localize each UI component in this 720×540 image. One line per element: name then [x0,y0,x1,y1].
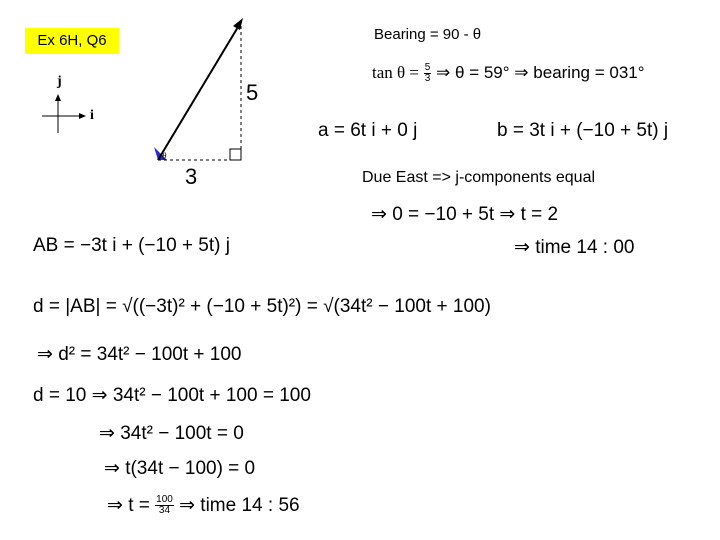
bearing-heading: Bearing = 90 - θ [374,26,482,43]
vector-a: a = 6t i + 0 j [318,120,418,141]
side-vertical-label: 5 [246,80,259,105]
theta-equation: θ = 59° [455,63,510,82]
j-axis-label: j [57,74,62,89]
step-a-line: ⇒ 34t² − 100t = 0 [99,423,244,444]
j-axis-arrowhead [55,94,61,101]
tan-line [372,62,645,84]
i-axis-label: i [90,108,94,123]
bearing-result: bearing = 031° [533,63,645,82]
tan-fraction-num: 5 [424,62,431,74]
final-lhs: ⇒ t = [107,495,150,516]
i-axis-arrowhead [79,113,86,119]
ab-vector-line: AB = −3t i + (−10 + 5t) j [33,235,230,256]
d-squared-line: ⇒ d² = 34t² − 100t + 100 [37,344,242,365]
resultant-vector [158,22,241,160]
vector-diagram [30,10,260,190]
final-fraction-den: 34 [158,505,171,517]
tan-arrow-1: ⇒ [436,63,451,82]
due-east-step-1: ⇒ 0 = −10 + 5t ⇒ t = 2 [371,204,559,225]
due-east-statement: Due East => j-components equal [362,169,596,186]
final-line [107,494,300,518]
tan-arrow-2: ⇒ [514,63,529,82]
final-fraction-num: 100 [156,494,173,506]
step-b-line: ⇒ t(34t − 100) = 0 [104,458,256,479]
exercise-tag: Ex 6H, Q6 [25,28,119,54]
tan-fraction [424,63,432,84]
right-angle-marker [230,149,241,160]
due-east-step-2: ⇒ time 14 : 00 [514,237,635,258]
final-result: ⇒ time 14 : 56 [179,495,300,516]
angle-label: θ [162,151,167,161]
final-fraction [155,495,174,516]
tan-fraction-den: 3 [424,73,431,85]
vector-b: b = 3t i + (−10 + 5t) j [497,120,669,141]
d-equals-10-line: d = 10 ⇒ 34t² − 100t + 100 = 100 [33,385,311,406]
tan-lhs: tan θ = [372,63,419,82]
distance-line: d = |AB| = √((−3t)² + (−10 + 5t)²) = √(34t² − 100t + 100) [33,296,491,317]
side-horizontal-label: 3 [185,164,198,189]
